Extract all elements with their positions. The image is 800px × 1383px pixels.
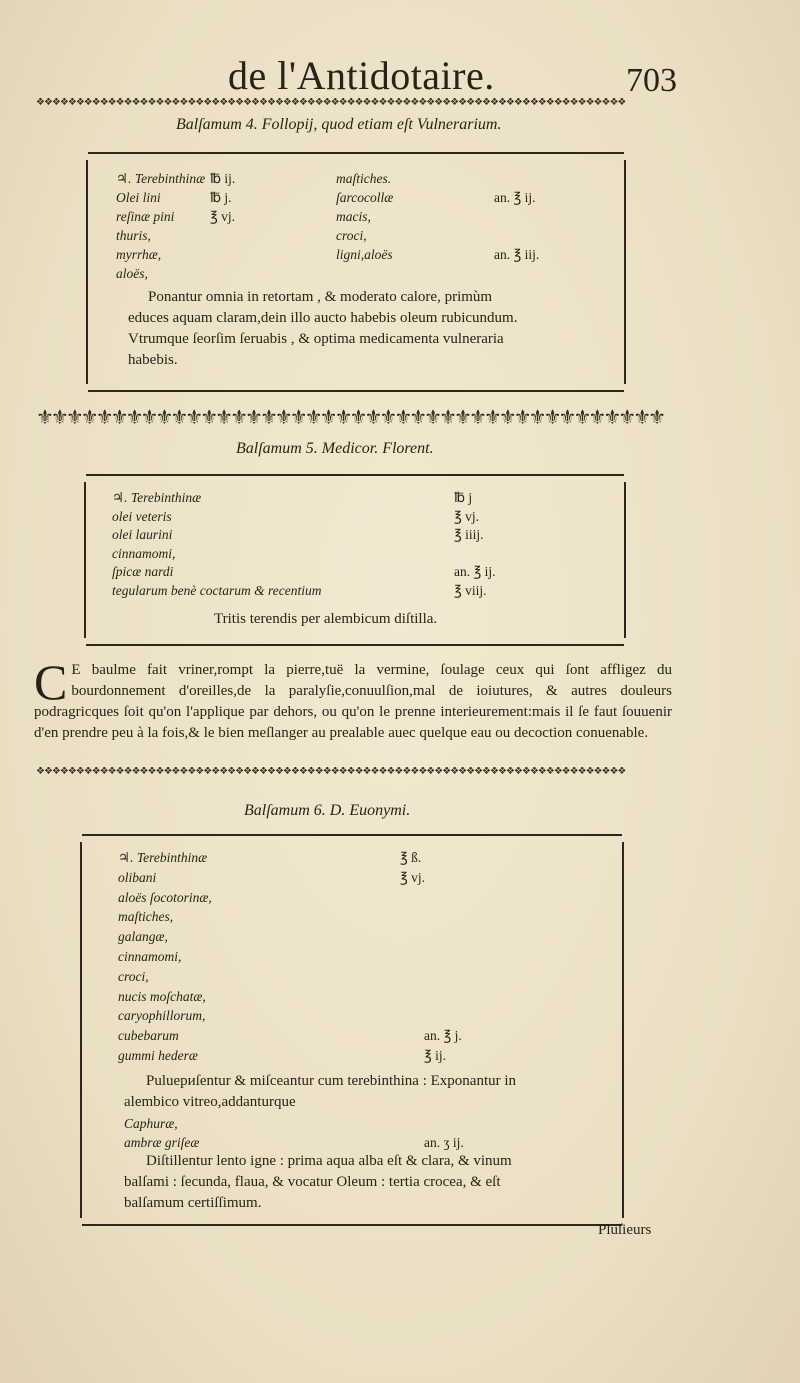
drop-cap: C — [34, 654, 68, 710]
instruction-line: habebis. — [128, 352, 178, 368]
ingredient-name: olei laurini — [112, 527, 173, 542]
ingredient-amount: an. ℥ ij. — [494, 190, 536, 205]
ingredient-name: olei veteris — [112, 508, 172, 524]
ingredient-name: reſinæ pini — [116, 209, 175, 224]
ingredient-name: cinnamomi, — [112, 545, 176, 561]
ingredient-amount: an. ℥ ij. — [454, 564, 496, 579]
ingredient-amount: an. ℥ j. — [424, 1028, 462, 1044]
ingredient-name: galangæ, — [118, 929, 168, 945]
recipe-title: Balſamum 5. Medicor. Florent. — [236, 440, 434, 457]
commentary-text: E baulme fait vriner,rompt la pierre,tuë la vermine, ſoulage ceux qui ſont affligez du bourdonnement d'oreilles,de la paralyſie,conuulſion,mal de ioiutures, & autres douleurs podragricques ſoit qu'on l'applique par dehors, ou qu'on le prenne interieurement:mais il ſe faut ſouuenir d'en prendre peu à la fois,& le bien meſlanger au prealable auec quelque eau ou decoction conuenable. — [34, 662, 672, 741]
instruction-line: balſami : ſecunda, flaua, & vocatur Oleum : tertia crocea, & eſt — [124, 1174, 501, 1190]
ingredient-name: aloës, — [116, 266, 148, 281]
ingredient-name: cinnamomi, — [118, 949, 182, 964]
ornament-band: ❖❖❖❖❖❖❖❖❖❖❖❖❖❖❖❖❖❖❖❖❖❖❖❖❖❖❖❖❖❖❖❖❖❖❖❖❖❖❖❖❖❖❖❖❖❖❖❖❖❖❖❖❖❖❖❖❖❖❖❖❖❖❖❖❖❖❖❖❖❖❖❖❖❖ — [36, 98, 626, 108]
ingredient-amount: ℔ j — [454, 490, 473, 505]
ingredient-name: ſarcocollæ — [336, 190, 394, 205]
page-number: 703 — [626, 62, 677, 99]
ingredient-name: gummi hederæ — [118, 1048, 198, 1063]
ingredient-name: myrrhæ, — [116, 247, 162, 262]
ingredient-name: ♃. Terebinthinæ — [112, 490, 202, 505]
instruction-line: balſamum certiſſimum. — [124, 1195, 262, 1211]
ingredient-name: olibani — [118, 869, 157, 885]
ingredient-amount: an. ℥ iij. — [494, 247, 540, 262]
instruction-line: Vtrumque ſeorſim ſeruabis , & optima medicamenta vulneraria — [128, 331, 504, 347]
ingredient-amount: an. ʒ ij. — [424, 1135, 464, 1150]
instruction-line: educes aquam claram,dein illo aucto habebis oleum rubicundum. — [128, 310, 518, 326]
ingredient-amount: ℥ vj. — [400, 869, 426, 885]
ingredient-name: ſpicæ nardi — [112, 564, 174, 579]
ingredient-name: aloës ſocotorinæ, — [118, 889, 212, 905]
ingredient-name: nucis moſchatæ, — [118, 988, 206, 1004]
ingredient-name: ♃. Terebinthinæ — [116, 171, 206, 186]
ingredient-amount: ℔ ij. — [210, 171, 236, 186]
instruction-line: Diſtillentur lento igne : prima aqua alba eſt & clara, & vinum — [146, 1153, 512, 1169]
ingredient-name: caryophillorum, — [118, 1008, 206, 1024]
ingredient-name: Olei lini — [116, 190, 161, 205]
recipe-title: Balſamum 6. D. Euonymi. — [244, 802, 411, 819]
instruction-line: Puluериſentur & miſceantur cum terebinthina : Exponantur in — [146, 1073, 517, 1089]
commentary-paragraph — [34, 654, 672, 744]
instruction-line: Ponantur omnia in retortam , & moderato calore, primùm — [148, 289, 493, 305]
running-head: de l'Antidotaire. — [228, 53, 495, 98]
ornament-band: ❖❖❖❖❖❖❖❖❖❖❖❖❖❖❖❖❖❖❖❖❖❖❖❖❖❖❖❖❖❖❖❖❖❖❖❖❖❖❖❖❖❖❖❖❖❖❖❖❖❖❖❖❖❖❖❖❖❖❖❖❖❖❖❖❖❖❖❖❖❖❖❖❖❖ — [36, 767, 626, 777]
ingredient-name: ♃. Terebinthinæ — [118, 850, 208, 865]
recipe-title: Balſamum 4. Follopij, quod etiam eſt Vulnerarium. — [176, 116, 502, 133]
ingredient-name: thuris, — [116, 228, 151, 243]
ingredient-name: ligni,aloës — [336, 247, 393, 262]
ingredient-amount: ℥ ß. — [400, 850, 422, 865]
ingredient-amount: ℥ vj. — [454, 508, 480, 524]
ingredient-name: maſtiches, — [118, 909, 174, 925]
ingredient-amount: ℥ ij. — [424, 1048, 447, 1063]
ingredient-name: Caphuræ, — [124, 1116, 178, 1131]
instruction-line: alembico vitreo,addanturque — [124, 1094, 296, 1110]
fleur-ornament-band: ⚜⚜⚜⚜⚜⚜⚜⚜⚜⚜⚜⚜⚜⚜⚜⚜⚜⚜⚜⚜⚜⚜⚜⚜⚜⚜⚜⚜⚜⚜⚜⚜⚜⚜⚜⚜⚜⚜⚜⚜⚜⚜ — [36, 407, 664, 429]
ingredient-amount: ℥ vj. — [210, 209, 236, 224]
catchword: Pluſieurs — [598, 1222, 652, 1238]
ingredient-amount: ℔ j. — [210, 190, 232, 205]
ingredient-name: cubebarum — [118, 1028, 179, 1044]
ingredient-name: tegularum benè coctarum & recentium — [112, 582, 322, 598]
ingredient-name: maſtiches. — [336, 171, 392, 186]
ingredient-name: ambræ griſeæ — [124, 1135, 200, 1150]
ingredient-amount: ℥ iiij. — [454, 527, 484, 542]
ingredient-name: croci, — [118, 968, 149, 984]
ingredient-name: macis, — [336, 209, 371, 224]
instruction-line: Tritis terendis per alembicum diſtilla. — [214, 611, 438, 627]
ingredient-name: croci, — [336, 228, 367, 243]
ingredient-amount: ℥ viij. — [454, 582, 487, 598]
